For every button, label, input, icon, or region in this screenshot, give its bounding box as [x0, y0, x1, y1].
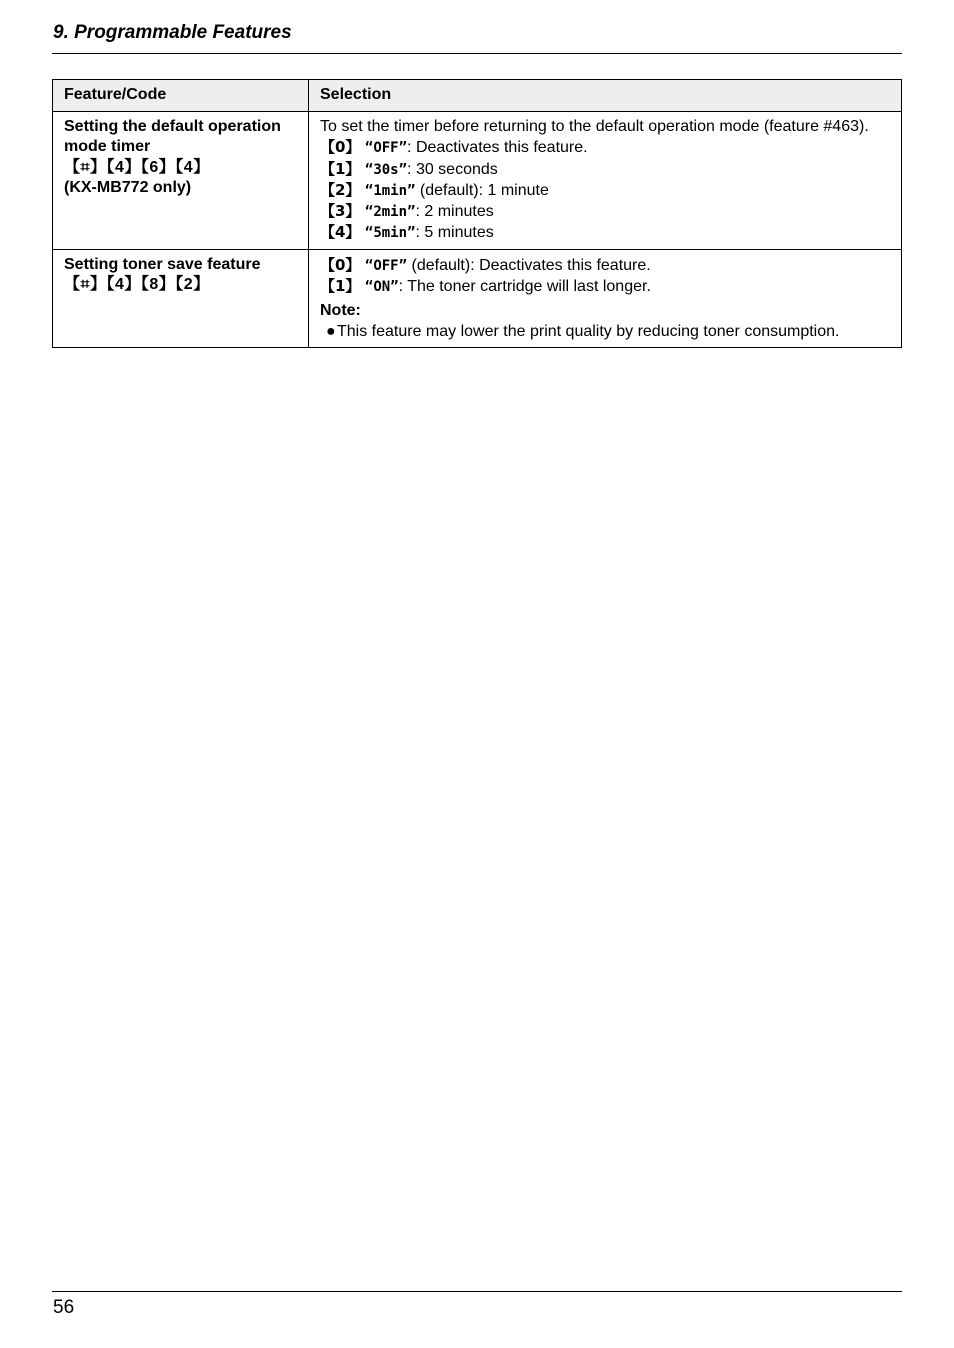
- feature-cell: [53, 249, 309, 347]
- option-description: : The toner cartridge will last longer.: [398, 278, 651, 296]
- selection-option: [320, 180, 890, 201]
- table-header-row: [53, 80, 902, 112]
- note-label: Note:: [320, 302, 361, 320]
- footer-divider: [52, 1291, 902, 1292]
- option-display-value: “ON”: [364, 279, 399, 296]
- option-key: 【2】: [320, 180, 361, 199]
- feature-name: Setting the default operation mode timer: [64, 118, 281, 156]
- selection-option: [320, 222, 890, 243]
- option-key: 【1】: [320, 277, 361, 296]
- option-key: 【0】: [320, 255, 361, 274]
- note-bullet-item: [320, 322, 890, 342]
- option-display-value: “5min”: [364, 225, 416, 242]
- bullet-dot-icon: ●: [326, 322, 336, 340]
- feature-name: Setting toner save feature: [64, 255, 261, 273]
- feature-model-note: (KX-MB772 only): [64, 178, 192, 196]
- feature-code: 【⌗】【4】【8】【2】: [64, 276, 210, 294]
- selection-option: [320, 137, 890, 158]
- option-display-value: “2min”: [364, 204, 416, 221]
- selection-cell: [309, 112, 902, 250]
- note-bullet-text: This feature may lower the print quality by reducing toner consumption.: [337, 322, 840, 340]
- option-display-value: “1min”: [364, 182, 416, 199]
- option-description: : 30 seconds: [407, 160, 498, 178]
- selection-option: [320, 255, 890, 276]
- option-key: 【0】: [320, 138, 361, 157]
- option-description: : 2 minutes: [415, 203, 494, 221]
- feature-table: [52, 79, 902, 348]
- table-row-toner-save: [53, 249, 902, 347]
- header-divider: [52, 53, 902, 54]
- option-display-value: “OFF”: [364, 257, 408, 274]
- selection-option: [320, 159, 890, 180]
- option-key: 【4】: [320, 223, 361, 242]
- page-number: 56: [53, 1297, 75, 1318]
- option-key: 【3】: [320, 202, 361, 221]
- option-description: : 5 minutes: [415, 224, 494, 242]
- option-display-value: “OFF”: [364, 140, 408, 157]
- table-row-default-operation-timer: [53, 112, 902, 250]
- option-key: 【1】: [320, 159, 361, 178]
- column-header-feature-code: Feature/Code: [53, 80, 309, 112]
- selection-intro: To set the timer before returning to the default operation mode (feature #463).: [320, 118, 869, 135]
- option-description: : Deactivates this feature.: [407, 139, 588, 157]
- option-description: (default): Deactivates this feature.: [407, 256, 651, 274]
- page-section-title: 9. Programmable Features: [53, 22, 292, 43]
- option-description: (default): 1 minute: [415, 181, 549, 199]
- selection-option: [320, 276, 890, 297]
- feature-code: 【⌗】【4】【6】【4】: [64, 158, 210, 176]
- column-header-selection: Selection: [309, 80, 902, 112]
- selection-cell: [309, 249, 902, 347]
- option-display-value: “30s”: [364, 161, 408, 178]
- selection-option: [320, 201, 890, 222]
- feature-cell: [53, 112, 309, 250]
